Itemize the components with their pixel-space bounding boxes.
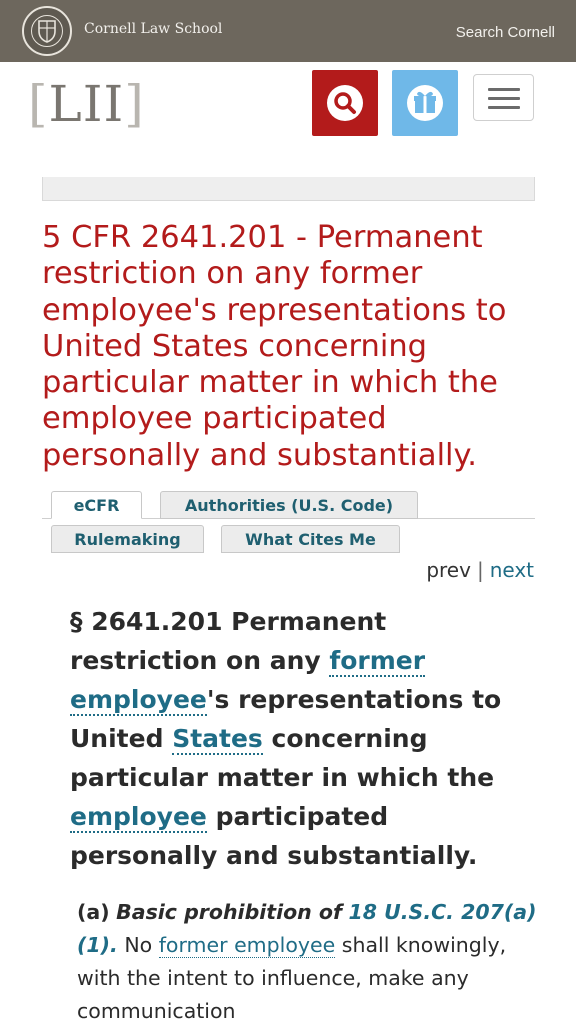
- paragraph-heading: Basic prohibition of: [116, 900, 342, 924]
- section-heading: [70, 602, 530, 875]
- paragraph-text: No: [117, 933, 159, 957]
- tab-what-cites-me[interactable]: What Cites Me: [221, 525, 400, 553]
- defined-term-former[interactable]: former: [329, 646, 426, 675]
- seal-shield-icon: [37, 19, 57, 43]
- pager: [426, 558, 534, 582]
- tab-rulemaking[interactable]: Rulemaking: [51, 525, 204, 553]
- defined-term-former-employee[interactable]: former employee: [158, 933, 336, 957]
- cornell-header-bar: [0, 0, 576, 62]
- page-title: 5 CFR 2641.201 - Permanent restriction on any former employee's representations to United States concerning particular matter in which the employee participated personally and substantially.: [42, 220, 507, 473]
- search-cornell-link[interactable]: Search Cornell: [455, 24, 555, 41]
- prev-link[interactable]: prev: [426, 558, 471, 582]
- paragraph-label: (a): [77, 900, 110, 924]
- usc-citation-link[interactable]: 18 U.S.C. 207(a)(1).: [77, 900, 537, 957]
- pager-separator: |: [476, 558, 484, 582]
- donate-button[interactable]: [392, 70, 458, 136]
- paragraph-text: shall knowingly, with the intent to influence, make any communication: [77, 933, 507, 1023]
- section-heading-text: concerning particular matter in which the: [70, 724, 495, 792]
- school-name-link[interactable]: Cornell Law School: [84, 21, 223, 37]
- lii-logo[interactable]: [28, 72, 145, 136]
- section-heading-text: participated personally and substantially.: [70, 802, 478, 870]
- logo-bracket-left: [: [28, 75, 49, 133]
- tab-authorities[interactable]: Authorities (U.S. Code): [160, 491, 418, 519]
- breadcrumb-bar: [42, 177, 535, 201]
- defined-term-states[interactable]: States: [172, 724, 263, 753]
- cornell-seal-logo[interactable]: [22, 6, 72, 56]
- menu-button[interactable]: [473, 74, 534, 121]
- paragraph-a: [77, 896, 537, 1024]
- defined-term-employee[interactable]: employee: [70, 685, 207, 714]
- search-icon: [312, 70, 378, 136]
- next-link[interactable]: next: [489, 558, 534, 582]
- logo-bracket-right: ]: [124, 75, 145, 133]
- section-heading-text: 's representations to United: [70, 685, 502, 753]
- tab-ecfr[interactable]: eCFR: [51, 491, 142, 519]
- defined-term-employee[interactable]: employee: [70, 802, 207, 831]
- logo-text: LII: [48, 75, 125, 133]
- search-button[interactable]: [312, 70, 378, 136]
- section-heading-text: § 2641.201 Permanent restriction on any: [70, 607, 387, 675]
- gift-icon: [392, 70, 458, 136]
